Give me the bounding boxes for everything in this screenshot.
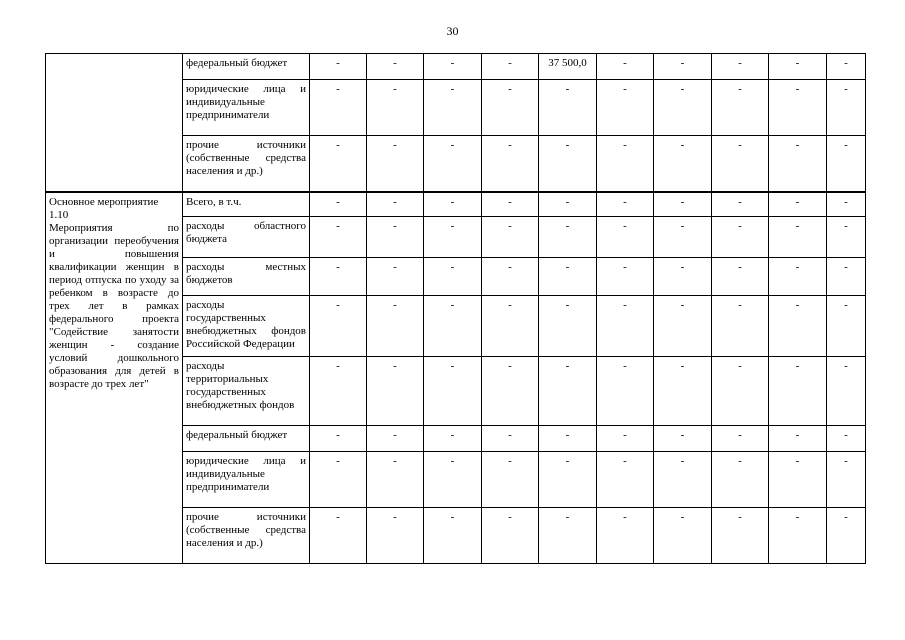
value-cell: - (654, 296, 712, 357)
value-cell: - (712, 80, 769, 136)
value-cell: - (654, 508, 712, 564)
value-cell: - (654, 136, 712, 192)
value-cell: - (597, 426, 654, 452)
value-cell: - (367, 452, 424, 508)
value-cell: - (310, 217, 367, 258)
value-cell: - (827, 296, 866, 357)
value-cell: - (827, 508, 866, 564)
value-cell: - (424, 357, 482, 426)
value-cell: - (712, 192, 769, 217)
value-cell: - (654, 258, 712, 296)
value-cell: - (482, 217, 539, 258)
value-cell: - (367, 136, 424, 192)
value-cell: - (367, 508, 424, 564)
value-cell: - (424, 80, 482, 136)
block1-event-cell (46, 54, 183, 192)
value-cell: - (310, 357, 367, 426)
value-cell: - (712, 452, 769, 508)
value-cell: - (712, 508, 769, 564)
value-cell: - (827, 192, 866, 217)
value-cell: - (482, 296, 539, 357)
value-cell: - (424, 426, 482, 452)
value-cell: - (482, 357, 539, 426)
value-cell: - (712, 426, 769, 452)
value-cell: - (597, 217, 654, 258)
value-cell: - (367, 80, 424, 136)
value-cell: - (597, 136, 654, 192)
value-cell: - (424, 192, 482, 217)
value-cell: - (769, 258, 827, 296)
value-cell: - (424, 508, 482, 564)
value-cell: - (597, 452, 654, 508)
value-cell: - (712, 54, 769, 80)
value-cell: - (654, 217, 712, 258)
value-cell: - (482, 258, 539, 296)
value-cell: - (769, 426, 827, 452)
value-cell: - (769, 508, 827, 564)
value-cell: - (539, 357, 597, 426)
value-cell: - (827, 258, 866, 296)
funding-source-cell: юридические лица и индивидуальные предприниматели (183, 80, 310, 136)
value-cell: - (539, 296, 597, 357)
value-cell: - (597, 258, 654, 296)
value-cell: - (539, 80, 597, 136)
value-cell: - (310, 192, 367, 217)
value-cell: - (539, 452, 597, 508)
funding-source-cell: федеральный бюджет (183, 54, 310, 80)
value-cell: - (424, 217, 482, 258)
event-code: 1.10 (49, 208, 69, 221)
value-cell: - (482, 80, 539, 136)
value-cell: - (769, 54, 827, 80)
value-cell: - (367, 217, 424, 258)
value-cell: - (597, 296, 654, 357)
value-cell: - (597, 54, 654, 80)
value-cell: - (769, 80, 827, 136)
value-cell: - (539, 217, 597, 258)
value-cell: - (482, 426, 539, 452)
value-cell: - (310, 54, 367, 80)
value-cell: - (367, 258, 424, 296)
funding-source-cell: федеральный бюджет (183, 426, 310, 452)
value-cell: - (654, 192, 712, 217)
value-cell: - (310, 258, 367, 296)
value-cell: - (654, 54, 712, 80)
value-cell: - (482, 136, 539, 192)
value-cell: - (769, 357, 827, 426)
table-row (46, 54, 866, 80)
value-cell: - (310, 508, 367, 564)
value-cell: - (827, 136, 866, 192)
value-cell: - (712, 136, 769, 192)
value-cell: - (310, 136, 367, 192)
value-cell: - (827, 80, 866, 136)
table-row (46, 192, 866, 217)
value-cell: - (424, 136, 482, 192)
value-cell: - (310, 426, 367, 452)
value-cell: - (310, 80, 367, 136)
value-cell: - (827, 452, 866, 508)
value-cell: - (539, 508, 597, 564)
value-cell: - (597, 508, 654, 564)
funding-source-cell: расходы государственных внебюджетных фондов Российской Федерации (183, 296, 310, 357)
value-cell: - (367, 192, 424, 217)
budget-table-body (46, 54, 866, 564)
value-cell: - (539, 258, 597, 296)
value-cell: - (367, 296, 424, 357)
value-cell: - (769, 452, 827, 508)
page-number: 30 (446, 24, 459, 38)
funding-source-cell: расходы местных бюджетов (183, 258, 310, 296)
value-cell: - (424, 296, 482, 357)
value-cell: - (482, 452, 539, 508)
value-cell: - (712, 357, 769, 426)
value-cell: - (482, 54, 539, 80)
value-cell: - (712, 258, 769, 296)
value-cell: - (827, 217, 866, 258)
value-cell: - (654, 452, 712, 508)
event-title: Основное мероприятие (49, 195, 159, 208)
value-cell: - (769, 296, 827, 357)
value-cell: - (482, 192, 539, 217)
budget-table (45, 53, 866, 564)
value-cell: - (367, 426, 424, 452)
value-cell: - (827, 54, 866, 80)
value-cell: - (654, 426, 712, 452)
value-cell: - (424, 452, 482, 508)
value-cell: - (424, 54, 482, 80)
value-cell: - (712, 217, 769, 258)
value-cell: - (654, 80, 712, 136)
value-cell: - (367, 54, 424, 80)
value-cell: - (769, 217, 827, 258)
event-description: Мероприятия по организации переобучения и повышения квалификации женщин в период отпуска по уходу за ребенком в возрасте до трех лет в рамках федерального проекта "Содействие занятости женщин - создание условий дошкольного образования для детей в возрасте до трех лет" (49, 221, 179, 390)
value-cell: - (597, 80, 654, 136)
funding-source-cell: юридические лица и индивидуальные предприниматели (183, 452, 310, 508)
funding-source-cell: Всего, в т.ч. (183, 192, 310, 217)
value-cell: - (769, 136, 827, 192)
value-cell: - (310, 296, 367, 357)
value-cell: - (769, 192, 827, 217)
value-cell: - (597, 192, 654, 217)
value-cell: - (597, 357, 654, 426)
value-cell: - (367, 357, 424, 426)
value-cell: - (310, 452, 367, 508)
block2-event-cell (46, 192, 183, 564)
funding-source-cell: прочие источники (собственные средства населения и др.) (183, 508, 310, 564)
funding-source-cell: расходы территориальных государственных внебюджетных фондов (183, 357, 310, 426)
value-cell: 37 500,0 (539, 54, 597, 80)
value-cell: - (539, 426, 597, 452)
value-cell: - (539, 192, 597, 217)
funding-source-cell: прочие источники (собственные средства населения и др.) (183, 136, 310, 192)
value-cell: - (424, 258, 482, 296)
value-cell: - (539, 136, 597, 192)
value-cell: - (827, 426, 866, 452)
value-cell: - (482, 508, 539, 564)
value-cell: - (827, 357, 866, 426)
value-cell: - (712, 296, 769, 357)
funding-source-cell: расходы областного бюджета (183, 217, 310, 258)
value-cell: - (654, 357, 712, 426)
